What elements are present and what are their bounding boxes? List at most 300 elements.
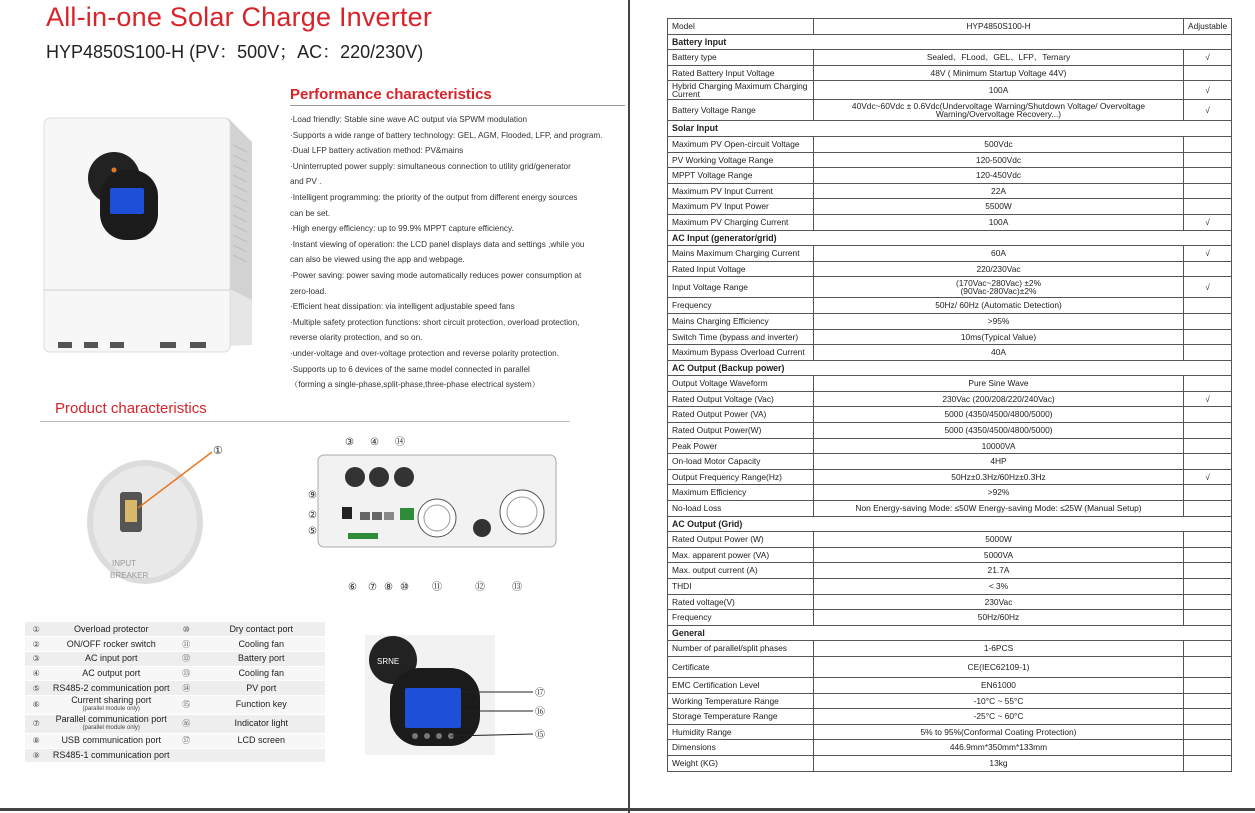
spec-value-line: < 3% [988, 581, 1009, 591]
spec-adjustable-mark: √ [1184, 100, 1232, 121]
spec-value-line: 230Vac [984, 596, 1013, 607]
spec-param: Weight (KG) [668, 755, 814, 771]
performance-line: ·Supports a wide range of battery technology: GEL, AGM, Flooded, LFP, and program. [290, 130, 603, 140]
spec-adjustable-mark [1184, 438, 1232, 454]
spec-value [814, 563, 1184, 579]
spec-value-line: 48V ( Minimum Startup Voltage 44V) [930, 67, 1067, 78]
spec-row [668, 214, 1232, 230]
spec-row [668, 199, 1232, 215]
spec-adjustable-mark [1184, 547, 1232, 563]
spec-row [668, 329, 1232, 345]
spec-adjustable-mark [1184, 693, 1232, 709]
spec-value [814, 329, 1184, 345]
spec-value [814, 168, 1184, 184]
spec-param: Output Frequency Range(Hz) [668, 469, 814, 485]
spec-param: Rated voltage(V) [668, 594, 814, 610]
legend-label [47, 637, 175, 652]
spec-param: Hybrid Charging Maximum Charging Current [668, 81, 814, 100]
spec-row [668, 755, 1232, 771]
spec-table [667, 18, 1232, 772]
legend-row [25, 695, 325, 714]
callout-3: ③ [345, 437, 354, 448]
spec-param: Rated Output Power (W) [668, 532, 814, 548]
spec-value [814, 532, 1184, 548]
legend-label: LCD screen [197, 733, 325, 748]
spec-adjustable-mark [1184, 345, 1232, 361]
spec-value [814, 656, 1184, 677]
spec-value [814, 693, 1184, 709]
performance-line: and PV . [290, 177, 322, 187]
spec-value [814, 50, 1184, 66]
spec-value [814, 610, 1184, 626]
spec-adjustable-mark: √ [1184, 277, 1232, 298]
legend-label-text: ON/OFF rocker switch [66, 638, 156, 649]
legend-row [25, 622, 325, 637]
legend-label-note: (parallel module only) [82, 705, 140, 712]
spec-value-line: 40Vdc~60Vdc ± 0.6Vdc(Undervoltage Warning/Shutdown Voltage/ Overvoltage Warning/Overvoltage Recovery...) [851, 100, 1146, 120]
legend-label-text: RS485-2 communication port [52, 682, 170, 693]
spec-param: Rated Output Voltage (Vac) [668, 391, 814, 407]
battery-port [473, 519, 491, 537]
spec-value-line: 5000 (4350/4500/4800/5000) [944, 409, 1053, 420]
spec-value [814, 199, 1184, 215]
legend-number: ⑮ [175, 695, 197, 714]
legend-label [47, 681, 175, 696]
legend-number: ⑦ [25, 714, 47, 733]
legend-number: ⑨ [25, 748, 47, 763]
spec-value-line: 50Hz/ 60Hz (Automatic Detection) [935, 300, 1062, 311]
spec-value-line: -25°C ~ 60°C [973, 711, 1024, 722]
spec-value-line: -10°C ~ 55°C [973, 695, 1024, 706]
spec-value [814, 740, 1184, 756]
legend-row [25, 748, 325, 763]
legend-number: ⑪ [175, 637, 197, 652]
performance-line: ·Intelligent programming: the priority of the output from different energy sources [290, 192, 578, 202]
spec-value-line: 21.7A [987, 565, 1010, 576]
spec-value-line: 13kg [989, 757, 1008, 768]
spec-param: Peak Power [668, 438, 814, 454]
spec-row [668, 594, 1232, 610]
spec-row [668, 152, 1232, 168]
legend-row [25, 666, 325, 681]
legend-label [197, 748, 325, 763]
spec-value [814, 407, 1184, 423]
legend-number: ① [25, 622, 47, 637]
legend-number: ⑤ [25, 681, 47, 696]
spec-value [814, 214, 1184, 230]
callout-10: ⑩ [400, 582, 409, 593]
spec-value [814, 454, 1184, 470]
legend-number: ⑧ [25, 733, 47, 748]
spec-value-line: >95% [987, 315, 1010, 326]
spec-section-row [668, 230, 1232, 246]
spec-value-line: EN61000 [981, 679, 1016, 690]
spec-value-line: 220/230Vac [976, 263, 1021, 274]
callout-16: ⑯ [535, 707, 545, 718]
spec-value [814, 376, 1184, 392]
callout-8: ⑧ [384, 582, 393, 593]
spec-row [668, 532, 1232, 548]
performance-line: ·Power saving: power saving mode automatically reduces power consumption at [290, 270, 582, 280]
legend-label [47, 748, 175, 763]
spec-param: On-load Motor Capacity [668, 454, 814, 470]
rs485-2-port [360, 512, 370, 520]
spec-value-line: 50Hz±0.3Hz/60Hz±0.3Hz [951, 471, 1046, 482]
spec-adjustable-mark: √ [1184, 246, 1232, 262]
spec-adjustable-mark [1184, 183, 1232, 199]
spec-row [668, 501, 1232, 517]
spec-value [814, 594, 1184, 610]
legend-number: ③ [25, 651, 47, 666]
spec-section-row [668, 360, 1232, 376]
spec-row [668, 423, 1232, 439]
spec-row [668, 100, 1232, 121]
spec-adjustable-mark [1184, 594, 1232, 610]
spec-body [668, 34, 1232, 771]
legend-row [25, 681, 325, 696]
function-key [424, 733, 430, 739]
spec-header-adjustable: Adjustable [1184, 19, 1232, 35]
legend-number: ⑯ [175, 714, 197, 733]
legend-label [47, 714, 175, 733]
inverter-image [40, 110, 260, 360]
spec-param: Storage Temperature Range [668, 709, 814, 725]
dry-contact-port [400, 508, 414, 520]
callout-2: ② [308, 510, 317, 521]
spec-param: MPPT Voltage Range [668, 168, 814, 184]
legend-label-note: (parallel module only) [82, 724, 140, 731]
spec-value [814, 501, 1184, 517]
spec-adjustable-mark [1184, 501, 1232, 517]
spec-row [668, 677, 1232, 693]
spec-row [668, 136, 1232, 152]
spec-adjustable-mark [1184, 199, 1232, 215]
spec-value-line: 100A [988, 216, 1009, 227]
spec-param: Maximum PV Input Current [668, 183, 814, 199]
breaker-image [80, 440, 280, 590]
spec-adjustable-mark [1184, 313, 1232, 329]
spec-value [814, 485, 1184, 501]
function-key [412, 733, 418, 739]
spec-row [668, 376, 1232, 392]
spec-adjustable-mark [1184, 298, 1232, 314]
spec-row [668, 656, 1232, 677]
spec-param: Max. output current (A) [668, 563, 814, 579]
spec-value [814, 423, 1184, 439]
legend-label-text: Overload protector [73, 623, 149, 634]
spec-adjustable-mark: √ [1184, 50, 1232, 66]
legend-label: Battery port [197, 651, 325, 666]
spec-param: EMC Certification Level [668, 677, 814, 693]
spec-row [668, 50, 1232, 66]
spec-value-line: 5000W [985, 534, 1012, 545]
spec-param: Mains Maximum Charging Current [668, 246, 814, 262]
spec-param: Maximum Bypass Overload Current [668, 345, 814, 361]
legend-label: Cooling fan [197, 666, 325, 681]
spec-row [668, 485, 1232, 501]
lcd-screen [405, 688, 461, 728]
spec-value [814, 246, 1184, 262]
legend-number: ⑫ [175, 651, 197, 666]
spec-param: Frequency [668, 298, 814, 314]
legend-label [47, 695, 175, 714]
spec-section-row [668, 516, 1232, 532]
breaker-label-input: INPUT [112, 559, 136, 568]
panel-diagram [300, 430, 610, 600]
spec-adjustable-mark [1184, 423, 1232, 439]
spec-param: Dimensions [668, 740, 814, 756]
spec-value [814, 677, 1184, 693]
spec-row [668, 345, 1232, 361]
spec-value-line: Pure Sine Wave [968, 378, 1029, 389]
legend-number: ⑥ [25, 695, 47, 714]
model-subtitle: HYP4850S100-H (PV：500V；AC：220/230V) [46, 42, 424, 62]
spec-param: Frequency [668, 610, 814, 626]
spec-value-line: 120-450Vdc [975, 170, 1022, 181]
spec-value-line: 100A [988, 85, 1009, 96]
spec-value-line: 5000 (4350/4500/4800/5000) [944, 425, 1053, 436]
callout-7: ⑦ [368, 582, 377, 593]
spec-row [668, 579, 1232, 595]
spec-value [814, 391, 1184, 407]
spec-value [814, 136, 1184, 152]
spec-adjustable-mark [1184, 65, 1232, 81]
breaker-face [93, 466, 197, 578]
legend-label-text: AC output port [82, 667, 141, 678]
spec-value [814, 152, 1184, 168]
spec-value-line: 5% to 95%(Conformal Coating Protection) [920, 726, 1077, 737]
spec-value-line: >92% [987, 487, 1010, 498]
spec-param: Number of parallel/split phases [668, 641, 814, 657]
spec-adjustable-mark [1184, 755, 1232, 771]
spec-param: Working Temperature Range [668, 693, 814, 709]
spec-value [814, 183, 1184, 199]
spec-row [668, 391, 1232, 407]
spec-value [814, 313, 1184, 329]
spec-value [814, 277, 1184, 298]
spec-value [814, 261, 1184, 277]
spec-param: THDI [668, 579, 814, 595]
spec-param: Max. apparent power (VA) [668, 547, 814, 563]
callout-9: ⑨ [308, 490, 317, 501]
spec-param: Rated Input Voltage [668, 261, 814, 277]
spec-adjustable-mark [1184, 610, 1232, 626]
page-divider [628, 0, 630, 813]
spec-value [814, 100, 1184, 121]
spec-adjustable-mark: √ [1184, 469, 1232, 485]
performance-line: ·Instant viewing of operation: the LCD panel displays data and settings ,while you [290, 239, 585, 249]
spec-adjustable-mark [1184, 740, 1232, 756]
callout-17: ⑰ [535, 688, 545, 699]
legend-label [47, 733, 175, 748]
spec-param: Maximum PV Input Power [668, 199, 814, 215]
spec-row [668, 547, 1232, 563]
spec-value [814, 755, 1184, 771]
performance-line: ·Multiple safety protection functions: short circuit protection, overload protection, [290, 317, 580, 327]
spec-adjustable-mark [1184, 168, 1232, 184]
callout-11: ⑪ [432, 582, 442, 593]
spec-value [814, 438, 1184, 454]
spec-value-line: 446.9mm*350mm*133mm [949, 742, 1048, 753]
spec-section-row [668, 121, 1232, 137]
spec-param: Rated Output Power (VA) [668, 407, 814, 423]
spec-adjustable-mark [1184, 656, 1232, 677]
spec-value [814, 709, 1184, 725]
legend-number: ⑬ [175, 666, 197, 681]
spec-value-line: 4HP [990, 456, 1007, 467]
legend-label [47, 666, 175, 681]
legend-label [47, 651, 175, 666]
spec-row [668, 183, 1232, 199]
product-heading: Product characteristics [55, 400, 207, 417]
ac-output-port [369, 467, 389, 487]
spec-row [668, 81, 1232, 100]
performance-line: （forming a single-phase,split-phase,three-phase electrical system） [290, 380, 540, 390]
legend-number: ② [25, 637, 47, 652]
spec-value [814, 579, 1184, 595]
spec-section-title: General [668, 625, 1232, 641]
callout-4: ④ [370, 437, 379, 448]
spec-row [668, 641, 1232, 657]
legend-number: ⑩ [175, 622, 197, 637]
legend-number: ④ [25, 666, 47, 681]
spec-value-line: Sealed、FLood、GEL、LFP、Ternary [926, 52, 1071, 63]
inverter-lcd [110, 188, 144, 214]
spec-row [668, 261, 1232, 277]
performance-line: ·Supports up to 6 devices of the same model connected in parallel [290, 364, 530, 374]
spec-adjustable-mark [1184, 641, 1232, 657]
spec-param: Output Voltage Waveform [668, 376, 814, 392]
spec-row [668, 563, 1232, 579]
spec-row [668, 277, 1232, 298]
spec-row [668, 454, 1232, 470]
spec-value [814, 298, 1184, 314]
legend-number: ⑭ [175, 681, 197, 696]
callout-12: ⑫ [475, 582, 485, 593]
spec-param: No-load Loss [668, 501, 814, 517]
spec-param: Rated Battery Input Voltage [668, 65, 814, 81]
brand-icon [112, 168, 117, 173]
legend-label: PV port [197, 681, 325, 696]
usb-port [372, 512, 382, 520]
spec-adjustable-mark [1184, 579, 1232, 595]
callout-1: ① [213, 445, 223, 457]
performance-line: ·Dual LFP battery activation method: PV&mains [290, 146, 464, 156]
spec-row [668, 724, 1232, 740]
spec-value-line: 50Hz/60Hz [977, 612, 1020, 623]
legend-label-text: USB communication port [61, 735, 161, 746]
spec-param: Battery Voltage Range [668, 100, 814, 121]
callout-15: ⑮ [535, 730, 545, 741]
performance-line: ·Uninterrupted power supply: simultaneous connection to utility grid/generator [290, 161, 571, 171]
performance-heading: Performance characteristics [290, 86, 492, 103]
legend-row [25, 637, 325, 652]
spec-adjustable-mark [1184, 136, 1232, 152]
spec-value [814, 724, 1184, 740]
spec-value-line: (170Vac~280Vac) ±2% [955, 277, 1042, 288]
legend-label: Function key [197, 695, 325, 714]
legend-label-text: RS485-1 communication port [52, 749, 170, 760]
callout-13: ⑬ [512, 582, 522, 593]
spec-value [814, 641, 1184, 657]
spec-section-title: Solar Input [668, 121, 1232, 137]
spec-value-line: CE(IEC62109-1) [967, 661, 1030, 672]
legend-label: Indicator light [197, 714, 325, 733]
spec-row [668, 469, 1232, 485]
spec-value [814, 65, 1184, 81]
spec-row [668, 709, 1232, 725]
lcd-diagram [355, 630, 555, 760]
legend-row [25, 651, 325, 666]
spec-value-line: (90Vac-280Vac)±2% [960, 286, 1037, 297]
spec-section-row [668, 34, 1232, 50]
spec-param: PV Working Voltage Range [668, 152, 814, 168]
performance-line: can be set. [290, 208, 331, 218]
spec-row [668, 246, 1232, 262]
spec-value-line: 500Vdc [984, 138, 1013, 149]
spec-param: Maximum Efficiency [668, 485, 814, 501]
spec-adjustable-mark [1184, 485, 1232, 501]
spec-adjustable-mark [1184, 376, 1232, 392]
callout-14: ⑭ [395, 437, 405, 448]
function-key [436, 733, 442, 739]
spec-row [668, 313, 1232, 329]
spec-row [668, 65, 1232, 81]
spec-param: Input Voltage Range [668, 277, 814, 298]
spec-value [814, 81, 1184, 100]
spec-row [668, 740, 1232, 756]
spec-param: Maximum PV Charging Current [668, 214, 814, 230]
spec-value [814, 345, 1184, 361]
spec-adjustable-mark [1184, 677, 1232, 693]
spec-param: Rated Output Power(W) [668, 423, 814, 439]
divider [40, 421, 570, 422]
spec-value-line: 10000VA [981, 440, 1016, 451]
performance-line: zero-load. [290, 286, 327, 296]
spec-header-row [668, 19, 1232, 35]
legend-row [25, 733, 325, 748]
legend-label-text: AC input port [84, 653, 138, 664]
spec-value [814, 547, 1184, 563]
spec-row [668, 610, 1232, 626]
current-sharing-port [348, 533, 378, 539]
spec-row [668, 438, 1232, 454]
spec-adjustable-mark [1184, 563, 1232, 579]
spec-param: Battery type [668, 50, 814, 66]
brand-logo: SRNE [377, 657, 400, 666]
spec-row [668, 168, 1232, 184]
performance-line: reverse olarity protection, and so on. [290, 333, 423, 343]
spec-value-line: 5000VA [983, 549, 1014, 560]
spec-section-title: AC Output (Grid) [668, 516, 1232, 532]
breaker-handle [125, 500, 137, 522]
performance-line: ·Load friendly: Stable sine wave AC output via SPWM modulation [290, 115, 528, 124]
spec-adjustable-mark [1184, 329, 1232, 345]
legend-body [25, 622, 325, 763]
legend-number [175, 748, 197, 763]
spec-param: Maximum PV Open-circuit Voltage [668, 136, 814, 152]
spec-adjustable-mark: √ [1184, 214, 1232, 230]
spec-value [814, 469, 1184, 485]
page-bottom-border [0, 808, 1255, 811]
spec-adjustable-mark [1184, 724, 1232, 740]
legend-row [25, 714, 325, 733]
spec-adjustable-mark [1184, 407, 1232, 423]
legend-label-text: Parallel communication port [55, 713, 167, 724]
callout-6: ⑥ [348, 582, 357, 593]
ac-input-port [345, 467, 365, 487]
spec-param: Mains Charging Efficiency [668, 313, 814, 329]
